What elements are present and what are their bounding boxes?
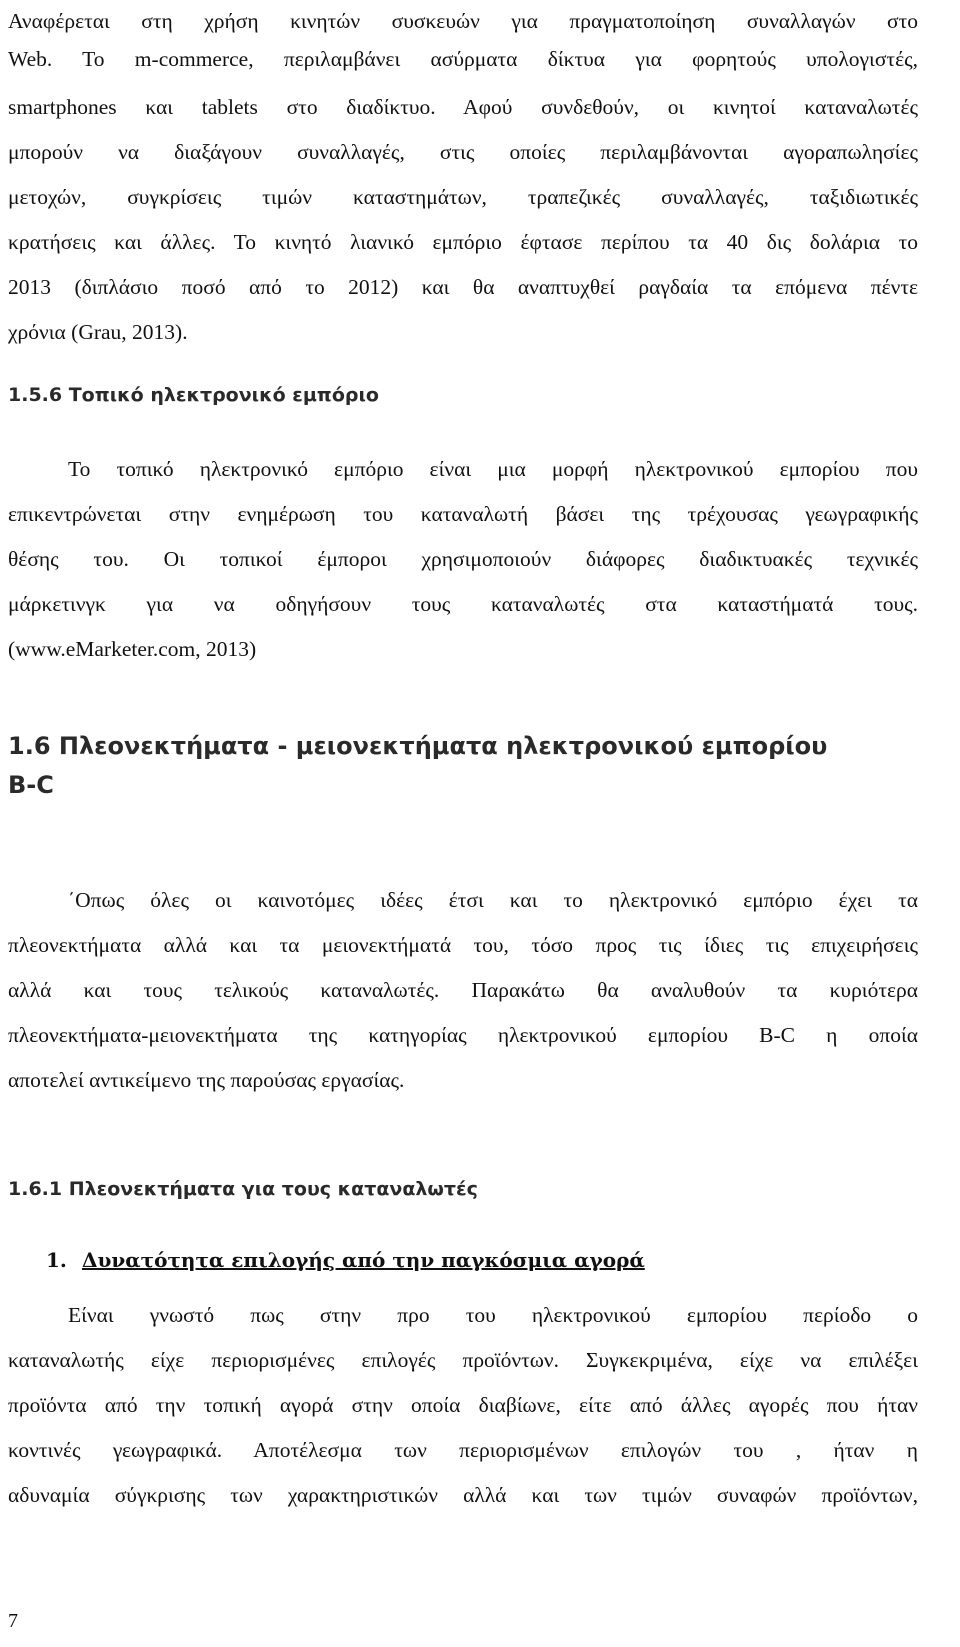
- section-heading-1-5-6: 1.5.6 Τοπικό ηλεκτρονικό εμπόριο: [8, 384, 379, 406]
- text-line: προϊόντα από την τοπική αγορά στην οποία διαβίωνε, είτε από άλλες αγορές που ήταν: [8, 1393, 918, 1417]
- text-line: αποτελεί αντικείμενο της παρούσας εργασίας.: [8, 1068, 405, 1092]
- text-line: μετοχών, συγκρίσεις τιμών καταστημάτων, τραπεζικές συναλλαγές, ταξιδιωτικές: [8, 185, 918, 209]
- text-line: Το τοπικό ηλεκτρονικό εμπόριο είναι μια μορφή ηλεκτρονικού εμπορίου που: [68, 457, 918, 481]
- text-line: πλεονεκτήματα-μειονεκτήματα της κατηγορίας ηλεκτρονικού εμπορίου B-C η οποία: [8, 1023, 918, 1047]
- text-line: 2013 (διπλάσιο ποσό από το 2012) και θα αναπτυχθεί ραγδαία τα επόμενα πέντε: [8, 275, 918, 299]
- text-line: (www.eMarketer.com, 2013): [8, 637, 257, 661]
- text-line: Web. To m-commerce, περιλαμβάνει ασύρματα δίκτυα για φορητούς υπολογιστές,: [8, 47, 918, 71]
- page-number: 7: [8, 1610, 18, 1632]
- text-line: πλεονεκτήματα αλλά και τα μειονεκτήματά του, τόσο προς τις ίδιες τις επιχειρήσεις: [8, 933, 918, 957]
- section-heading-1-6-cont: B-C: [8, 771, 54, 799]
- text-line: κρατήσεις και άλλες. Το κινητό λιανικό εμπόριο έφτασε περίπου τα 40 δις δολάρια το: [8, 230, 918, 254]
- text-line: κοντινές γεωγραφικά. Αποτέλεσμα των περιορισμένων επιλογών του , ήταν η: [8, 1438, 918, 1462]
- text-line: μπορούν να διαξάγουν συναλλαγές, στις οποίες περιλαμβάνονται αγοραπωλησίες: [8, 140, 918, 164]
- text-line: Είναι γνωστό πως στην προ του ηλεκτρονικού εμπορίου περίοδο ο: [68, 1303, 918, 1327]
- text-line: θέσης του. Οι τοπικοί έμποροι χρησιμοποιούν διάφορες διαδικτυακές τεχνικές: [8, 547, 918, 571]
- text-line: ΄Οπως όλες οι καινοτόμες ιδέες έτσι και το ηλεκτρονικό εμπόριο έχει τα: [68, 888, 918, 912]
- text-line: καταναλωτής είχε περιορισμένες επιλογές προϊόντων. Συγκεκριμένα, είχε να επιλέξει: [8, 1348, 918, 1372]
- text-line: χρόνια (Grau, 2013).: [8, 320, 188, 344]
- section-heading-1-6: 1.6 Πλεονεκτήματα - μειονεκτήματα ηλεκτρονικού εμπορίου: [8, 732, 828, 760]
- text-line: smartphones και tablets στο διαδίκτυο. Αφού συνδεθούν, οι κινητοί καταναλωτές: [8, 95, 918, 119]
- text-line: Αναφέρεται στη χρήση κινητών συσκευών για πραγματοποίηση συναλλαγών στο: [8, 9, 918, 33]
- list-item-heading: Δυνατότητα επιλογής από την παγκόσμια αγορά: [82, 1248, 645, 1272]
- text-line: μάρκετινγκ για να οδηγήσουν τους καταναλωτές στα καταστήματά τους.: [8, 592, 918, 616]
- text-line: επικεντρώνεται στην ενημέρωση του καταναλωτή βάσει της τρέχουσας γεωγραφικής: [8, 502, 918, 526]
- text-line: αλλά και τους τελικούς καταναλωτές. Παρακάτω θα αναλυθούν τα κυριότερα: [8, 978, 918, 1002]
- text-line: αδυναμία σύγκρισης των χαρακτηριστικών αλλά και των τιμών συναφών προϊόντων,: [8, 1483, 918, 1507]
- list-item-number: 1.: [46, 1248, 67, 1272]
- section-heading-1-6-1: 1.6.1 Πλεονεκτήματα για τους καταναλωτές: [8, 1178, 478, 1200]
